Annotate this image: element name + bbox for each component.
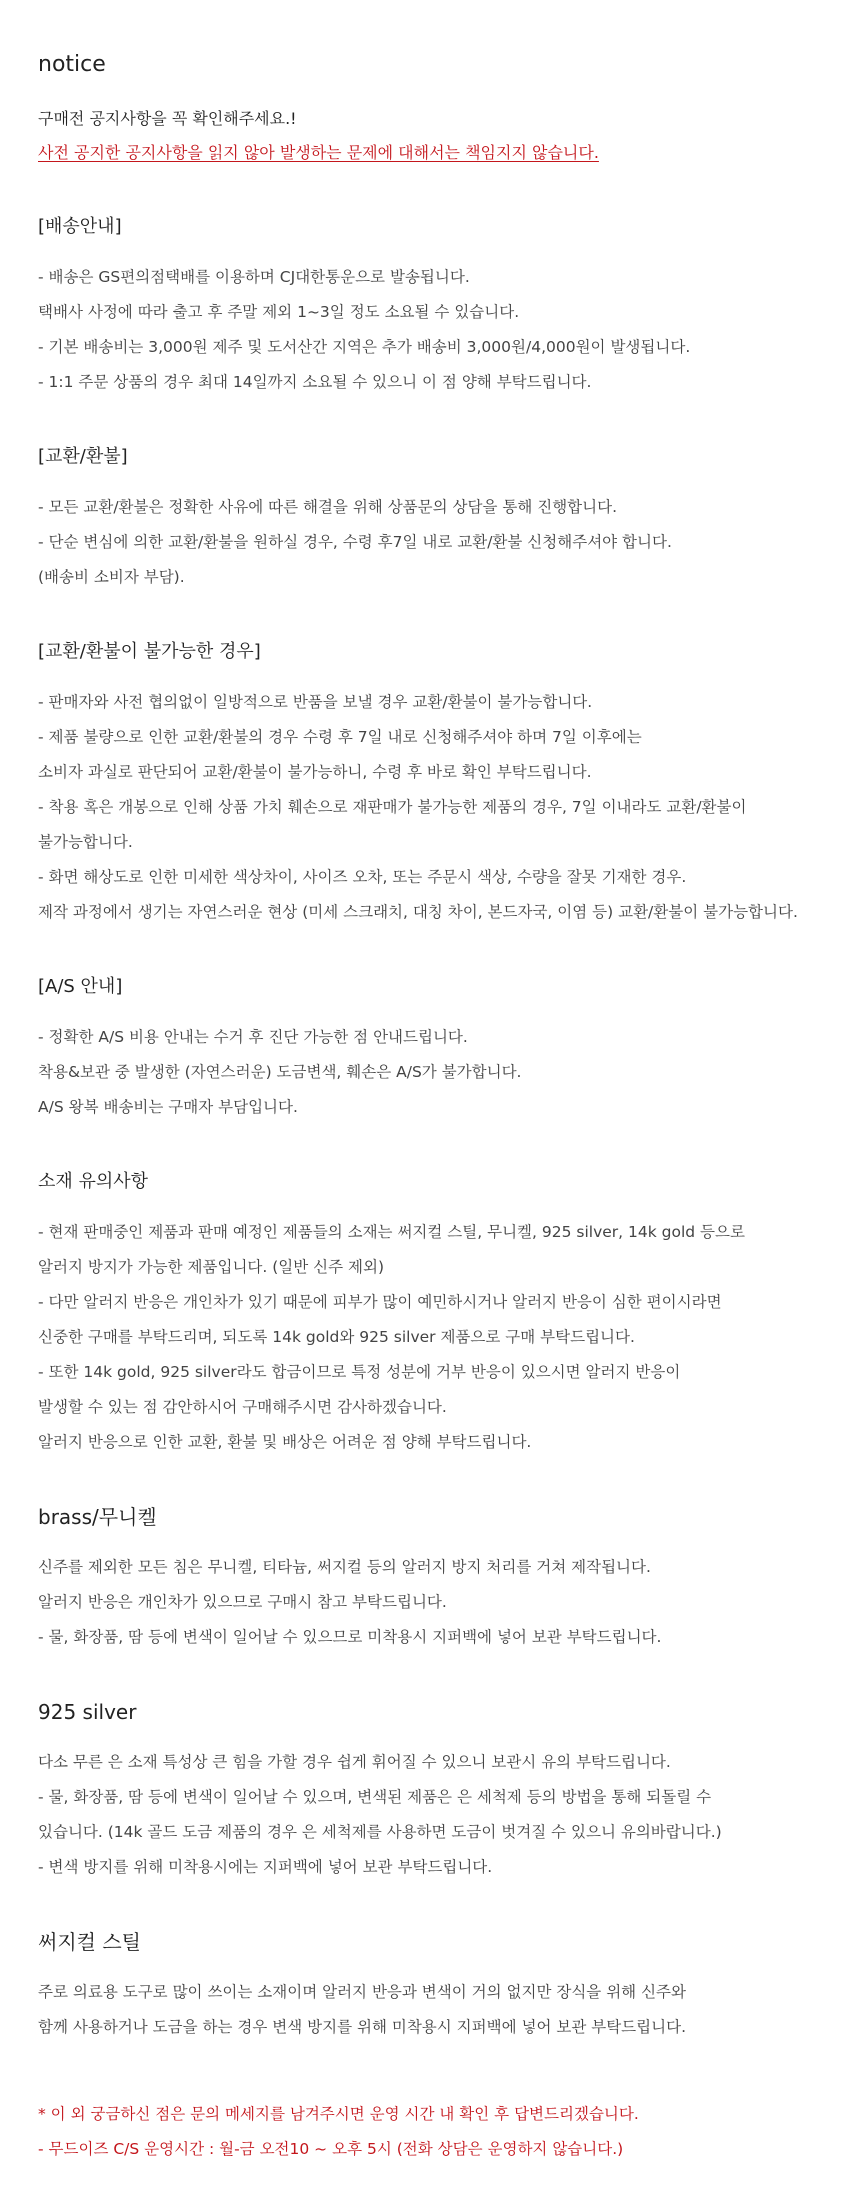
section-line: - 단순 변심에 의한 교환/환불을 원하실 경우, 수령 후7일 내로 교환/환불 신청해주셔야 합니다. [38,533,672,551]
section-line: 다소 무른 은 소재 특성상 큰 힘을 가할 경우 쉽게 휘어질 수 있으니 보관시 유의 부탁드립니다. [38,1753,671,1771]
section-title: [A/S 안내] [38,976,123,997]
section-line: 알러지 반응으로 인한 교환, 환불 및 배상은 어려운 점 양해 부탁드립니다. [38,1433,532,1451]
section-title: [배송안내] [38,216,122,237]
section-line: 착용&보관 중 발생한 (자연스러운) 도금변색, 훼손은 A/S가 불가합니다. [38,1063,522,1081]
section-line: - 정확한 A/S 비용 안내는 수거 후 진단 가능한 점 안내드립니다. [38,1028,468,1046]
section-line: 주로 의료용 도구로 많이 쓰이는 소재이며 알러지 반응과 변색이 거의 없지만 장식을 위해 신주와 [38,1983,687,2001]
footer-block [38,2097,822,2167]
section-line: 있습니다. (14k 골드 도금 제품의 경우 은 세척제를 사용하면 도금이 벗겨질 수 있으니 유의바랍니다.) [38,1823,722,1841]
section-line: - 화면 해상도로 인한 미세한 색상차이, 사이즈 오차, 또는 주문시 색상, 수량을 잘못 기재한 경우. [38,868,687,886]
notice-section [38,1697,822,1885]
notice-section [38,212,822,400]
section-line: - 현재 판매중인 제품과 판매 예정인 제품들의 소재는 써지컬 스틸, 무니켈, 925 silver, 14k gold 등으로 [38,1223,745,1241]
section-line: 함께 사용하거나 도금을 하는 경우 변색 방지를 위해 미착용시 지퍼백에 넣어 보관 부탁드립니다. [38,2018,687,2036]
section-line: - 변색 방지를 위해 미착용시에는 지퍼백에 넣어 보관 부탁드립니다. [38,1858,493,1876]
section-line: - 물, 화장품, 땀 등에 변색이 일어날 수 있으므로 미착용시 지퍼백에 넣어 보관 부탁드립니다. [38,1628,662,1646]
page-title: notice [38,52,106,77]
sections-container [38,212,822,2045]
section-title: brass/무니켈 [38,1505,157,1529]
intro-warning: 사전 공지한 공지사항을 읽지 않아 발생하는 문제에 대해서는 책임지지 않습니다. [38,143,599,162]
section-line: (배송비 소비자 부담). [38,568,185,586]
section-line: 제작 과정에서 생기는 자연스러운 현상 (미세 스크래치, 대칭 차이, 본드자국, 이염 등) 교환/환불이 불가능합니다. [38,903,798,921]
section-title: 써지컬 스틸 [38,1930,141,1954]
section-line: - 배송은 GS편의점택배를 이용하며 CJ대한통운으로 발송됩니다. [38,268,470,286]
section-title: [교환/환불이 불가능한 경우] [38,641,261,662]
intro-block [38,102,822,170]
notice-section [38,1502,822,1655]
section-line: 신중한 구매를 부탁드리며, 되도록 14k gold와 925 silver 제품으로 구매 부탁드립니다. [38,1328,635,1346]
notice-section [38,1167,822,1460]
section-line: 소비자 과실로 판단되어 교환/환불이 불가능하니, 수령 후 바로 확인 부탁드립니다. [38,763,592,781]
section-title: 소재 유의사항 [38,1171,149,1192]
section-line: - 모든 교환/환불은 정확한 사유에 따른 해결을 위해 상품문의 상담을 통해 진행합니다. [38,498,618,516]
notice-section [38,442,822,595]
section-line: - 착용 혹은 개봉으로 인해 상품 가치 훼손으로 재판매가 불가능한 제품의 경우, 7일 이내라도 교환/환불이 [38,798,747,816]
section-line: - 제품 불량으로 인한 교환/환불의 경우 수령 후 7일 내로 신청해주셔야 하며 7일 이후에는 [38,728,642,746]
intro-notice: 구매전 공지사항을 꼭 확인해주세요.! [38,109,297,128]
section-line: 신주를 제외한 모든 침은 무니켈, 티타늄, 써지컬 등의 알러지 방지 처리를 거쳐 제작됩니다. [38,1558,651,1576]
section-line: A/S 왕복 배송비는 구매자 부담입니다. [38,1098,298,1116]
section-line: 알러지 반응은 개인차가 있으므로 구매시 참고 부탁드립니다. [38,1593,447,1611]
section-line: - 물, 화장품, 땀 등에 변색이 일어날 수 있으며, 변색된 제품은 은 세척제 등의 방법을 통해 되돌릴 수 [38,1788,712,1806]
notice-section [38,972,822,1125]
section-line: - 1:1 주문 상품의 경우 최대 14일까지 소요될 수 있으니 이 점 양해 부탁드립니다. [38,373,592,391]
section-title: [교환/환불] [38,446,128,467]
section-line: - 다만 알러지 반응은 개인차가 있기 때문에 피부가 많이 예민하시거나 알러지 반응이 심한 편이시라면 [38,1293,722,1311]
section-line: - 기본 배송비는 3,000원 제주 및 도서산간 지역은 추가 배송비 3,000원/4,000원이 발생됩니다. [38,338,691,356]
section-line: 불가능합니다. [38,833,133,851]
notice-section [38,1927,822,2045]
footer-cs-hours: - 무드이즈 C/S 운영시간 : 월-금 오전10 ~ 오후 5시 (전화 상담은 운영하지 않습니다.) [38,2140,624,2158]
section-line: - 판매자와 사전 협의없이 일방적으로 반품을 보낼 경우 교환/환불이 불가능합니다. [38,693,593,711]
section-line: 알러지 방지가 가능한 제품입니다. (일반 신주 제외) [38,1258,385,1276]
section-title: 925 silver [38,1700,137,1724]
section-line: - 또한 14k gold, 925 silver라도 합금이므로 특정 성분에 거부 반응이 있으시면 알러지 반응이 [38,1363,681,1381]
notice-section [38,637,822,930]
section-line: 발생할 수 있는 점 감안하시어 구매해주시면 감사하겠습니다. [38,1398,447,1416]
footer-inquiry: * 이 외 궁금하신 점은 문의 메세지를 남겨주시면 운영 시간 내 확인 후 답변드리겠습니다. [38,2105,639,2123]
section-line: 택배사 사정에 따라 출고 후 주말 제외 1~3일 정도 소요될 수 있습니다. [38,303,520,321]
